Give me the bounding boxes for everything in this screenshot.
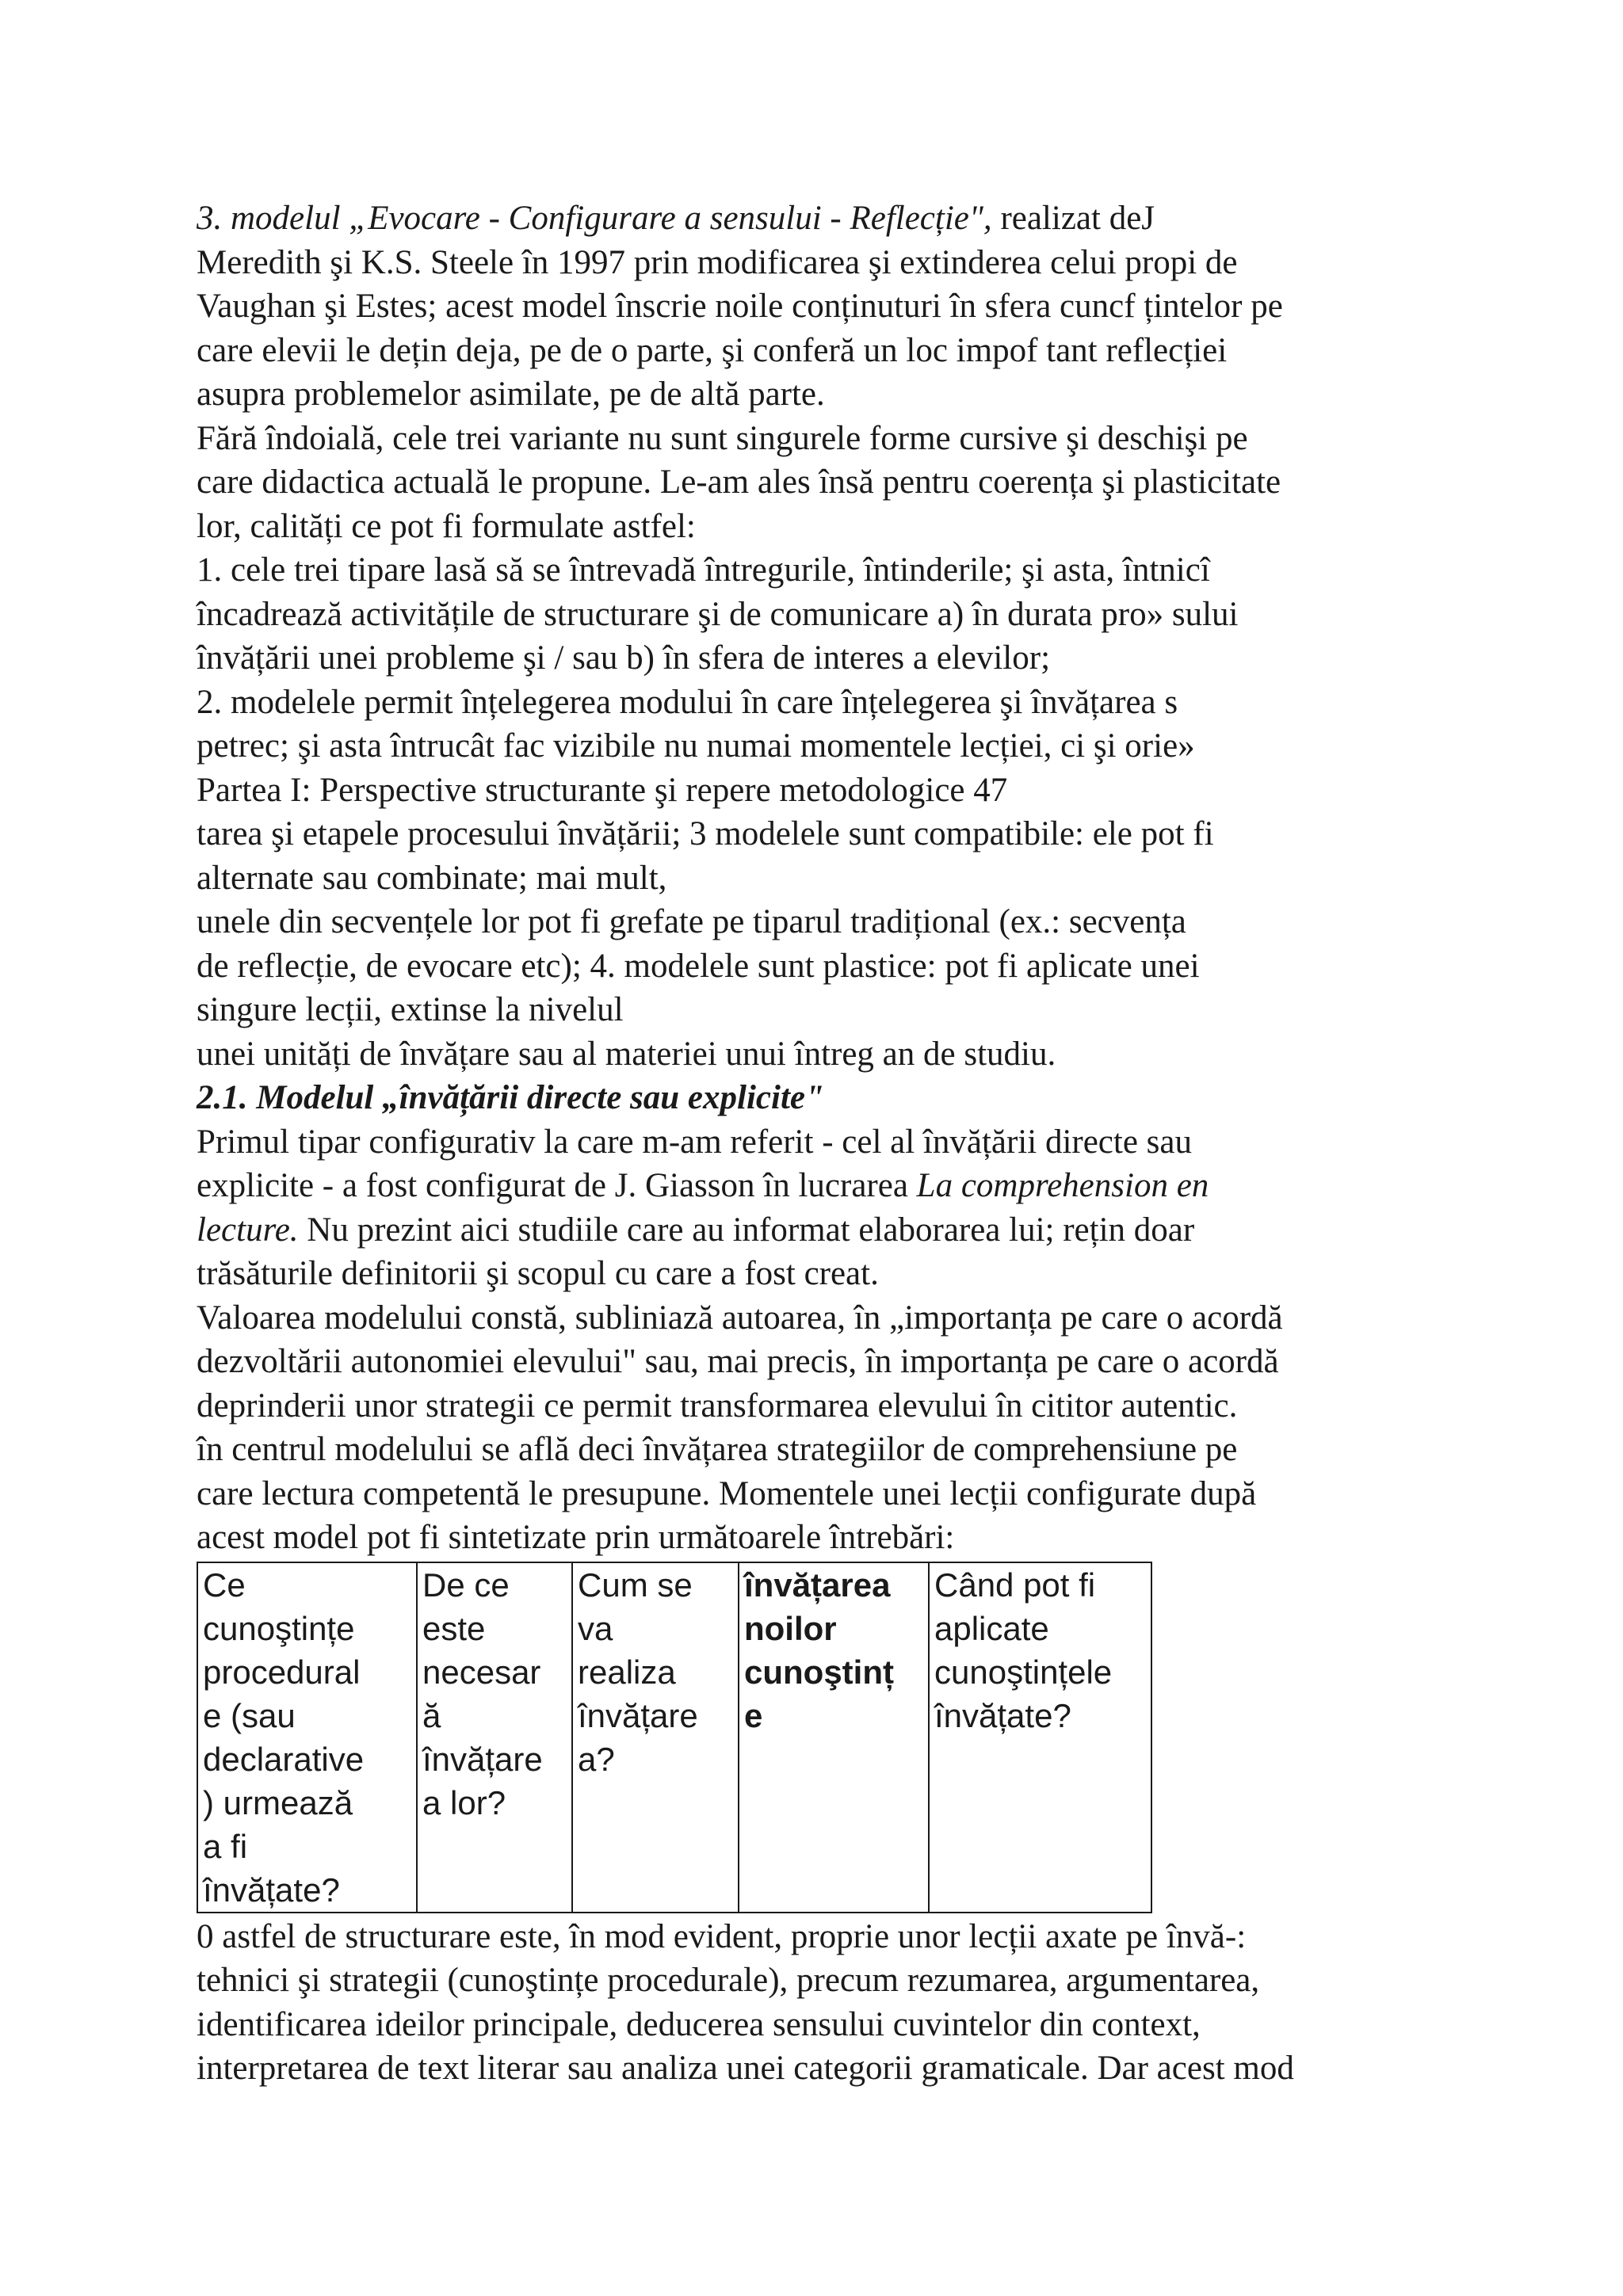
text-line xyxy=(197,1472,1465,1516)
text-line xyxy=(197,681,1465,725)
cell-text: este xyxy=(422,1609,486,1647)
cell-text: învățate? xyxy=(934,1696,1071,1734)
text-line xyxy=(197,1915,1465,1959)
cell-text: e (sau xyxy=(203,1696,296,1734)
text-run: 3. modelul „Evocare - Configurare a sensului - Reflecție", xyxy=(197,200,992,237)
text-run: unele din secvențele lor pot fi grefate pe tiparul tradițional (ex.: secvența xyxy=(197,903,1186,940)
table-row xyxy=(197,1562,1151,1913)
text-line xyxy=(197,1076,1465,1120)
cell-text: învățare xyxy=(578,1696,698,1734)
text-line xyxy=(197,1296,1465,1341)
text-line xyxy=(197,769,1465,813)
cell-text: realiza xyxy=(578,1653,676,1691)
text-run: singure lecții, extinse la nivelul xyxy=(197,991,624,1028)
text-run: trăsăturile definitorii şi scopul cu care a fost creat. xyxy=(197,1255,879,1292)
text-run: 1. cele trei tipare lasă să se întrevadă întregurile, întinderile; şi asta, întnicî xyxy=(197,551,1210,589)
text-run: deprinderii unor strategii ce permit transformarea elevului în cititor autentic. xyxy=(197,1386,1238,1425)
text-run: care lectura competentă le presupune. Momentele unei lecții configurate după xyxy=(197,1474,1257,1512)
text-line xyxy=(197,1384,1465,1428)
text-run: acest model pot fi sintetizate prin următoarele întrebări: xyxy=(197,1519,955,1556)
text-run: identificarea ideilor principale, deducerea sensului cuvintelor din context, xyxy=(197,2005,1201,2043)
cell-text: învățate? xyxy=(203,1871,340,1909)
text-run: 0 astfel de structurare este, în mod evident, proprie unor lecții axate pe învă-: xyxy=(197,1917,1247,1955)
questions-table xyxy=(197,1562,1152,1913)
text-line xyxy=(197,2003,1465,2047)
text-run: Vaughan şi Estes; acest model înscrie noile conținuturi în sfera cuncf țintelor pe xyxy=(197,288,1283,325)
text-line xyxy=(197,944,1465,989)
cell-text: ă xyxy=(422,1696,441,1734)
text-run: în centrul modelului se află deci învățarea strategiilor de comprehensiune pe xyxy=(197,1431,1238,1468)
text-line xyxy=(197,1120,1465,1165)
cell-text: e xyxy=(744,1696,763,1734)
text-run: învățării unei probleme şi / sau b) în sfera de interes a elevilor; xyxy=(197,639,1051,677)
body-text-bottom xyxy=(197,1915,1465,2091)
text-line xyxy=(197,241,1465,285)
cell-text: ) urmează xyxy=(203,1783,353,1821)
cell-text: a? xyxy=(578,1740,615,1778)
text-line xyxy=(197,856,1465,901)
text-line xyxy=(197,460,1465,505)
text-run: lor, calități ce pot fi formulate astfel: xyxy=(197,507,696,545)
document-page xyxy=(197,196,1465,2091)
cell-text: va xyxy=(578,1609,613,1647)
cell-text: De ce xyxy=(422,1566,510,1604)
cell-text: cunoştințele xyxy=(934,1653,1113,1691)
cell-text: necesar xyxy=(422,1653,541,1691)
table-cell xyxy=(929,1562,1151,1913)
text-run: Valoarea modelului constă, subliniază autoarea, în „importanța pe care o acordă xyxy=(197,1299,1283,1337)
text-run: dezvoltării autonomiei elevului" sau, mai precis, în importanța pe care o acordă xyxy=(197,1343,1279,1380)
table-cell xyxy=(417,1562,572,1913)
cell-text: cunoştinț xyxy=(744,1653,894,1691)
cell-text: a lor? xyxy=(422,1783,506,1821)
cell-text: cunoştințe xyxy=(203,1609,355,1647)
cell-text: noilor xyxy=(744,1609,837,1647)
cell-text: Ce xyxy=(203,1566,246,1604)
cell-text: procedural xyxy=(203,1653,361,1691)
text-line xyxy=(197,724,1465,769)
text-run: tehnici şi strategii (cunoştințe procedurale), precum rezumarea, argumentarea, xyxy=(197,1962,1260,1999)
text-line xyxy=(197,1516,1465,1560)
text-run: încadrează activitățile de structurare şi de comunicare a) în durata pro» sului xyxy=(197,595,1239,633)
text-line xyxy=(197,548,1465,593)
text-run: 2. modelele permit înțelegerea modului în care înțelegerea şi învățarea s xyxy=(197,683,1178,721)
text-run: tarea şi etapele procesului învățării; 3 modelele sunt compatibile: ele pot fi xyxy=(197,815,1214,852)
text-line xyxy=(197,2046,1465,2091)
text-run: explicite - a fost configurat de J. Giasson în lucrarea xyxy=(197,1167,917,1204)
text-run: Primul tipar configurativ la care m-am referit - cel al învățării directe sau xyxy=(197,1123,1192,1161)
text-line xyxy=(197,1340,1465,1384)
text-line xyxy=(197,1252,1465,1296)
text-run: alternate sau combinate; mai mult, xyxy=(197,859,667,897)
text-line xyxy=(197,1032,1465,1077)
text-line xyxy=(197,900,1465,944)
text-run: care elevii le dețin deja, pe de o parte, şi conferă un loc impof tant reflecției xyxy=(197,331,1228,369)
cell-text: a fi xyxy=(203,1827,248,1865)
text-line xyxy=(197,329,1465,373)
text-line xyxy=(197,196,1465,241)
text-run: interpretarea de text literar sau analiza unei categorii gramaticale. Dar acest mod xyxy=(197,2050,1294,2087)
text-line xyxy=(197,988,1465,1032)
text-line xyxy=(197,417,1465,461)
text-run: La comprehension en xyxy=(916,1167,1209,1204)
text-line xyxy=(197,593,1465,637)
text-run: Meredith şi K.S. Steele în 1997 prin modificarea şi extinderea celui propi de xyxy=(197,243,1238,281)
text-line xyxy=(197,812,1465,856)
text-run: Fără îndoială, cele trei variante nu sunt singurele forme cursive şi deschişi pe xyxy=(197,419,1248,457)
cell-text: învățarea xyxy=(744,1566,891,1604)
section-heading: 2.1. Modelul „învățării directe sau explicite" xyxy=(197,1079,824,1116)
table-cell xyxy=(739,1562,929,1913)
text-line xyxy=(197,372,1465,417)
cell-text: Când pot fi xyxy=(934,1566,1096,1604)
text-line xyxy=(197,1428,1465,1472)
text-run: Nu prezint aici studiile care au informat elaborarea lui; rețin doar xyxy=(298,1211,1195,1249)
text-run: Partea I: Perspective structurante şi repere metodologice 47 xyxy=(197,771,1008,809)
text-run: realizat deJ xyxy=(991,200,1155,237)
text-line xyxy=(197,1958,1465,2003)
cell-text: aplicate xyxy=(934,1609,1049,1647)
text-line xyxy=(197,284,1465,329)
text-line xyxy=(197,1164,1465,1208)
text-run: care didactica actuală le propune. Le-am ales însă pentru coerența şi plasticitate xyxy=(197,463,1281,501)
text-run: lecture. xyxy=(197,1211,299,1249)
cell-text: învățare xyxy=(422,1740,543,1778)
text-run: asupra problemelor asimilate, pe de altă parte. xyxy=(197,376,825,413)
text-run: unei unități de învățare sau al materiei unui întreg an de studiu. xyxy=(197,1035,1056,1073)
text-line xyxy=(197,505,1465,549)
body-text-top xyxy=(197,196,1465,1560)
text-run: de reflecție, de evocare etc); 4. modelele sunt plastice: pot fi aplicate unei xyxy=(197,947,1200,985)
text-line xyxy=(197,1208,1465,1253)
table-cell xyxy=(197,1562,417,1913)
cell-text: Cum se xyxy=(578,1566,693,1604)
table-cell xyxy=(572,1562,739,1913)
text-run: petrec; şi asta întrucât fac vizibile nu numai momentele lecției, ci şi orie» xyxy=(197,727,1195,765)
cell-text: declarative xyxy=(203,1740,365,1778)
text-line xyxy=(197,636,1465,681)
